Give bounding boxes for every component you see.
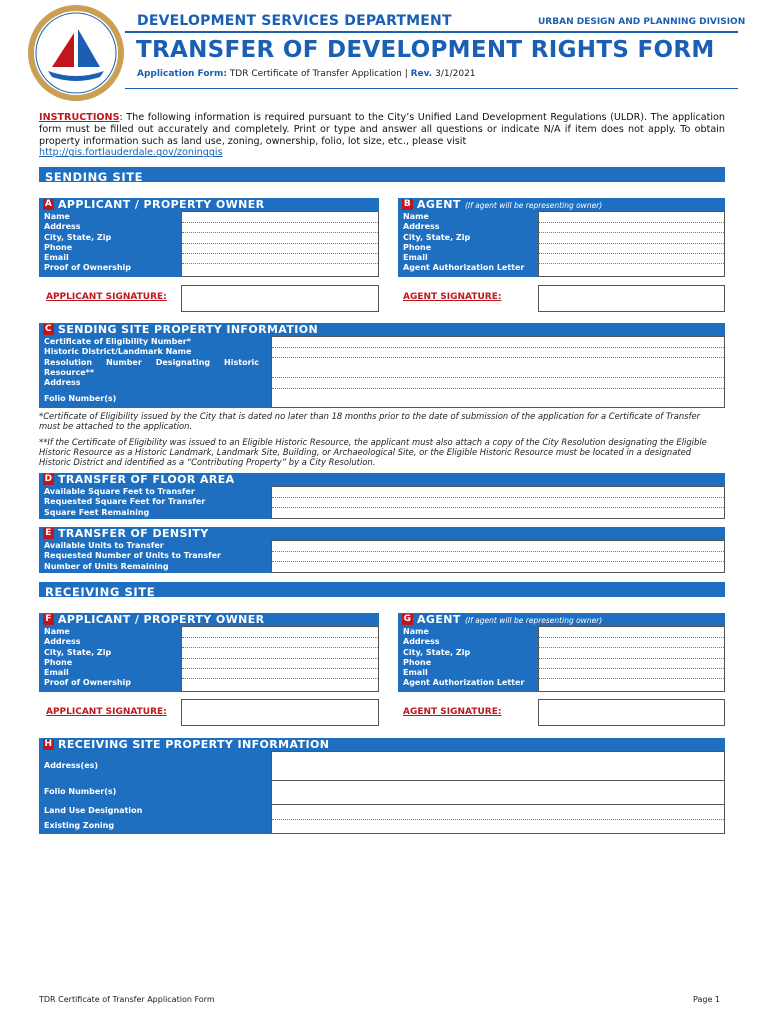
footnote-2: **If the Certificate of Eligibility was issued to an Eligible Historic Resource, the applicant must also attach a copy of the City Resolution designating the Eligible Historic Resource as a Historic Landmark, Landmark Site, Building, or Archaeological Site, or the Eligible Historic Resource must be located in a designated Historic District and identified as a “Contributing Property” by a City Resolution. xyxy=(39,437,707,467)
section-c-title: SENDING SITE PROPERTY INFORMATION xyxy=(58,323,319,336)
section-f-title: APPLICANT / PROPERTY OWNER xyxy=(58,613,265,626)
field-label: Address xyxy=(44,378,81,388)
section-f-input-area[interactable] xyxy=(181,626,379,692)
field-label: Available Units to Transfer xyxy=(44,541,164,550)
section-d-input-area[interactable] xyxy=(271,486,725,519)
section-d-header xyxy=(39,473,725,486)
field-label: City, State, Zip xyxy=(44,647,112,657)
sending-site-bar: SENDING SITE xyxy=(39,167,725,182)
section-g-header xyxy=(398,613,725,626)
agent-signature-label: AGENT SIGNATURE: xyxy=(403,292,502,302)
section-a-header xyxy=(39,198,379,211)
section-b-input-area[interactable] xyxy=(538,211,725,277)
section-h-badge: H xyxy=(44,739,53,749)
field-label: Phone xyxy=(403,657,432,667)
field-label: City, State, Zip xyxy=(403,647,471,657)
separator: | xyxy=(404,69,408,79)
section-b-note: (If agent will be representing owner) xyxy=(465,201,603,210)
agent-signature-field[interactable] xyxy=(538,699,725,726)
section-g-input-area[interactable] xyxy=(538,626,725,692)
applicant-signature-field[interactable] xyxy=(181,285,379,312)
field-label: Address xyxy=(403,637,440,647)
field-label: Agent Authorization Letter xyxy=(403,678,525,688)
section-h-input-area[interactable] xyxy=(271,751,725,834)
field-label: Proof of Ownership xyxy=(44,263,132,273)
app-form-value: TDR Certificate of Transfer Application xyxy=(229,69,402,79)
form-title: TRANSFER OF DEVELOPMENT RIGHTS FORM xyxy=(136,37,715,63)
field-label: Name xyxy=(44,627,70,636)
gis-link[interactable]: http://gis.fortlauderdale.gov/zoninggis xyxy=(39,147,223,159)
field-label: Phone xyxy=(403,242,432,252)
field-label: Square Feet Remaining xyxy=(44,507,150,517)
field-label: Folio Number(s) xyxy=(44,787,117,796)
section-f-labels xyxy=(39,626,181,692)
section-h-labels xyxy=(39,751,271,834)
agent-signature-field[interactable] xyxy=(538,285,725,312)
application-form-line xyxy=(137,69,476,79)
rev-label: Rev. xyxy=(410,69,433,79)
field-label: Resolution Number Designating Historic Resource** xyxy=(44,357,259,377)
applicant-signature-field[interactable] xyxy=(181,699,379,726)
field-label: City, State, Zip xyxy=(403,232,471,242)
section-e-input-area[interactable] xyxy=(271,540,725,573)
section-g-title: AGENT xyxy=(417,613,461,626)
section-c-input-area[interactable] xyxy=(271,336,725,408)
section-c-labels xyxy=(39,336,271,408)
field-label: Email xyxy=(44,668,69,678)
field-label: Name xyxy=(403,627,429,636)
section-c-header xyxy=(39,323,725,336)
section-a-labels xyxy=(39,211,181,277)
section-d-title: TRANSFER OF FLOOR AREA xyxy=(58,473,235,486)
section-b-badge: B xyxy=(403,199,412,209)
field-label: Address(es) xyxy=(44,761,99,770)
field-label: Requested Square Feet for Transfer xyxy=(44,497,206,507)
division-name: URBAN DESIGN AND PLANNING DIVISION xyxy=(538,17,746,27)
field-label: Requested Number of Units to Transfer xyxy=(44,551,221,561)
section-g-badge: G xyxy=(403,614,412,624)
section-e-header xyxy=(39,527,725,540)
section-f-header xyxy=(39,613,379,626)
field-label: Available Square Feet to Transfer xyxy=(44,487,195,496)
field-label: Phone xyxy=(44,242,73,252)
instructions-text: : The following information is required pursuant to the City’s Unified Land Development Regulations (ULDR). The application form must be filled out accurately and completely. Print or type and answer all questions or indicate N/A if item does not apply. To obtain property information such as land use, zoning, ownership, folio, lot size, etc., please visit xyxy=(39,112,725,147)
section-d-badge: D xyxy=(44,474,53,484)
city-seal-logo-icon xyxy=(28,5,124,101)
field-label: Land Use Designation xyxy=(44,806,143,815)
section-b-labels xyxy=(398,211,538,277)
section-d-labels xyxy=(39,486,271,519)
section-a-input-area[interactable] xyxy=(181,211,379,277)
footer-page-number: Page 1 xyxy=(693,995,720,1004)
section-a-title: APPLICANT / PROPERTY OWNER xyxy=(58,198,265,211)
instructions xyxy=(39,112,725,159)
section-f-badge: F xyxy=(43,614,54,625)
department-name: DEVELOPMENT SERVICES DEPARTMENT xyxy=(137,13,452,29)
field-label: Existing Zoning xyxy=(44,821,115,830)
agent-signature-label: AGENT SIGNATURE: xyxy=(403,707,502,717)
field-label: Proof of Ownership xyxy=(44,678,132,688)
header-divider xyxy=(125,31,738,33)
receiving-site-bar: RECEIVING SITE xyxy=(39,582,725,597)
field-label: Address xyxy=(44,637,81,647)
section-e-labels xyxy=(39,540,271,573)
field-label: Email xyxy=(403,253,428,263)
section-c-badge: C xyxy=(44,324,52,334)
field-label: Phone xyxy=(44,657,73,667)
footer-form-name: TDR Certificate of Transfer Application Form xyxy=(39,995,215,1004)
field-label: Email xyxy=(44,253,69,263)
field-label: Name xyxy=(403,212,429,221)
app-form-label: Application Form: xyxy=(137,69,227,79)
field-label: Address xyxy=(403,222,440,232)
rev-value: 3/1/2021 xyxy=(435,69,476,79)
section-b-header xyxy=(398,198,725,211)
section-h-title: RECEIVING SITE PROPERTY INFORMATION xyxy=(58,738,330,751)
section-h-header xyxy=(39,738,725,751)
field-label: City, State, Zip xyxy=(44,232,112,242)
section-e-title: TRANSFER OF DENSITY xyxy=(58,527,209,540)
field-label: Certificate of Eligibility Number* xyxy=(44,337,191,346)
field-label: Historic District/Landmark Name xyxy=(44,347,192,357)
applicant-signature-label: APPLICANT SIGNATURE: xyxy=(46,292,167,302)
applicant-signature-label: APPLICANT SIGNATURE: xyxy=(46,707,167,717)
section-b-title: AGENT xyxy=(417,198,461,211)
instructions-label: INSTRUCTIONS xyxy=(39,112,120,123)
field-label: Email xyxy=(403,668,428,678)
section-e-badge: E xyxy=(43,528,54,539)
footnote-1: *Certificate of Eligibility issued by the City that is dated no later than 18 months prior to the date of submission of the application for a Certificate of Transfer must be attached to the application. xyxy=(39,411,701,431)
field-label: Folio Number(s) xyxy=(44,394,117,404)
header-divider-2 xyxy=(125,88,738,89)
field-label: Agent Authorization Letter xyxy=(403,263,525,273)
field-label: Number of Units Remaining xyxy=(44,561,169,571)
section-g-labels xyxy=(398,626,538,692)
field-label: Name xyxy=(44,212,70,221)
section-a-badge: A xyxy=(44,199,53,209)
section-g-note: (If agent will be representing owner) xyxy=(465,616,603,625)
field-label: Address xyxy=(44,222,81,232)
